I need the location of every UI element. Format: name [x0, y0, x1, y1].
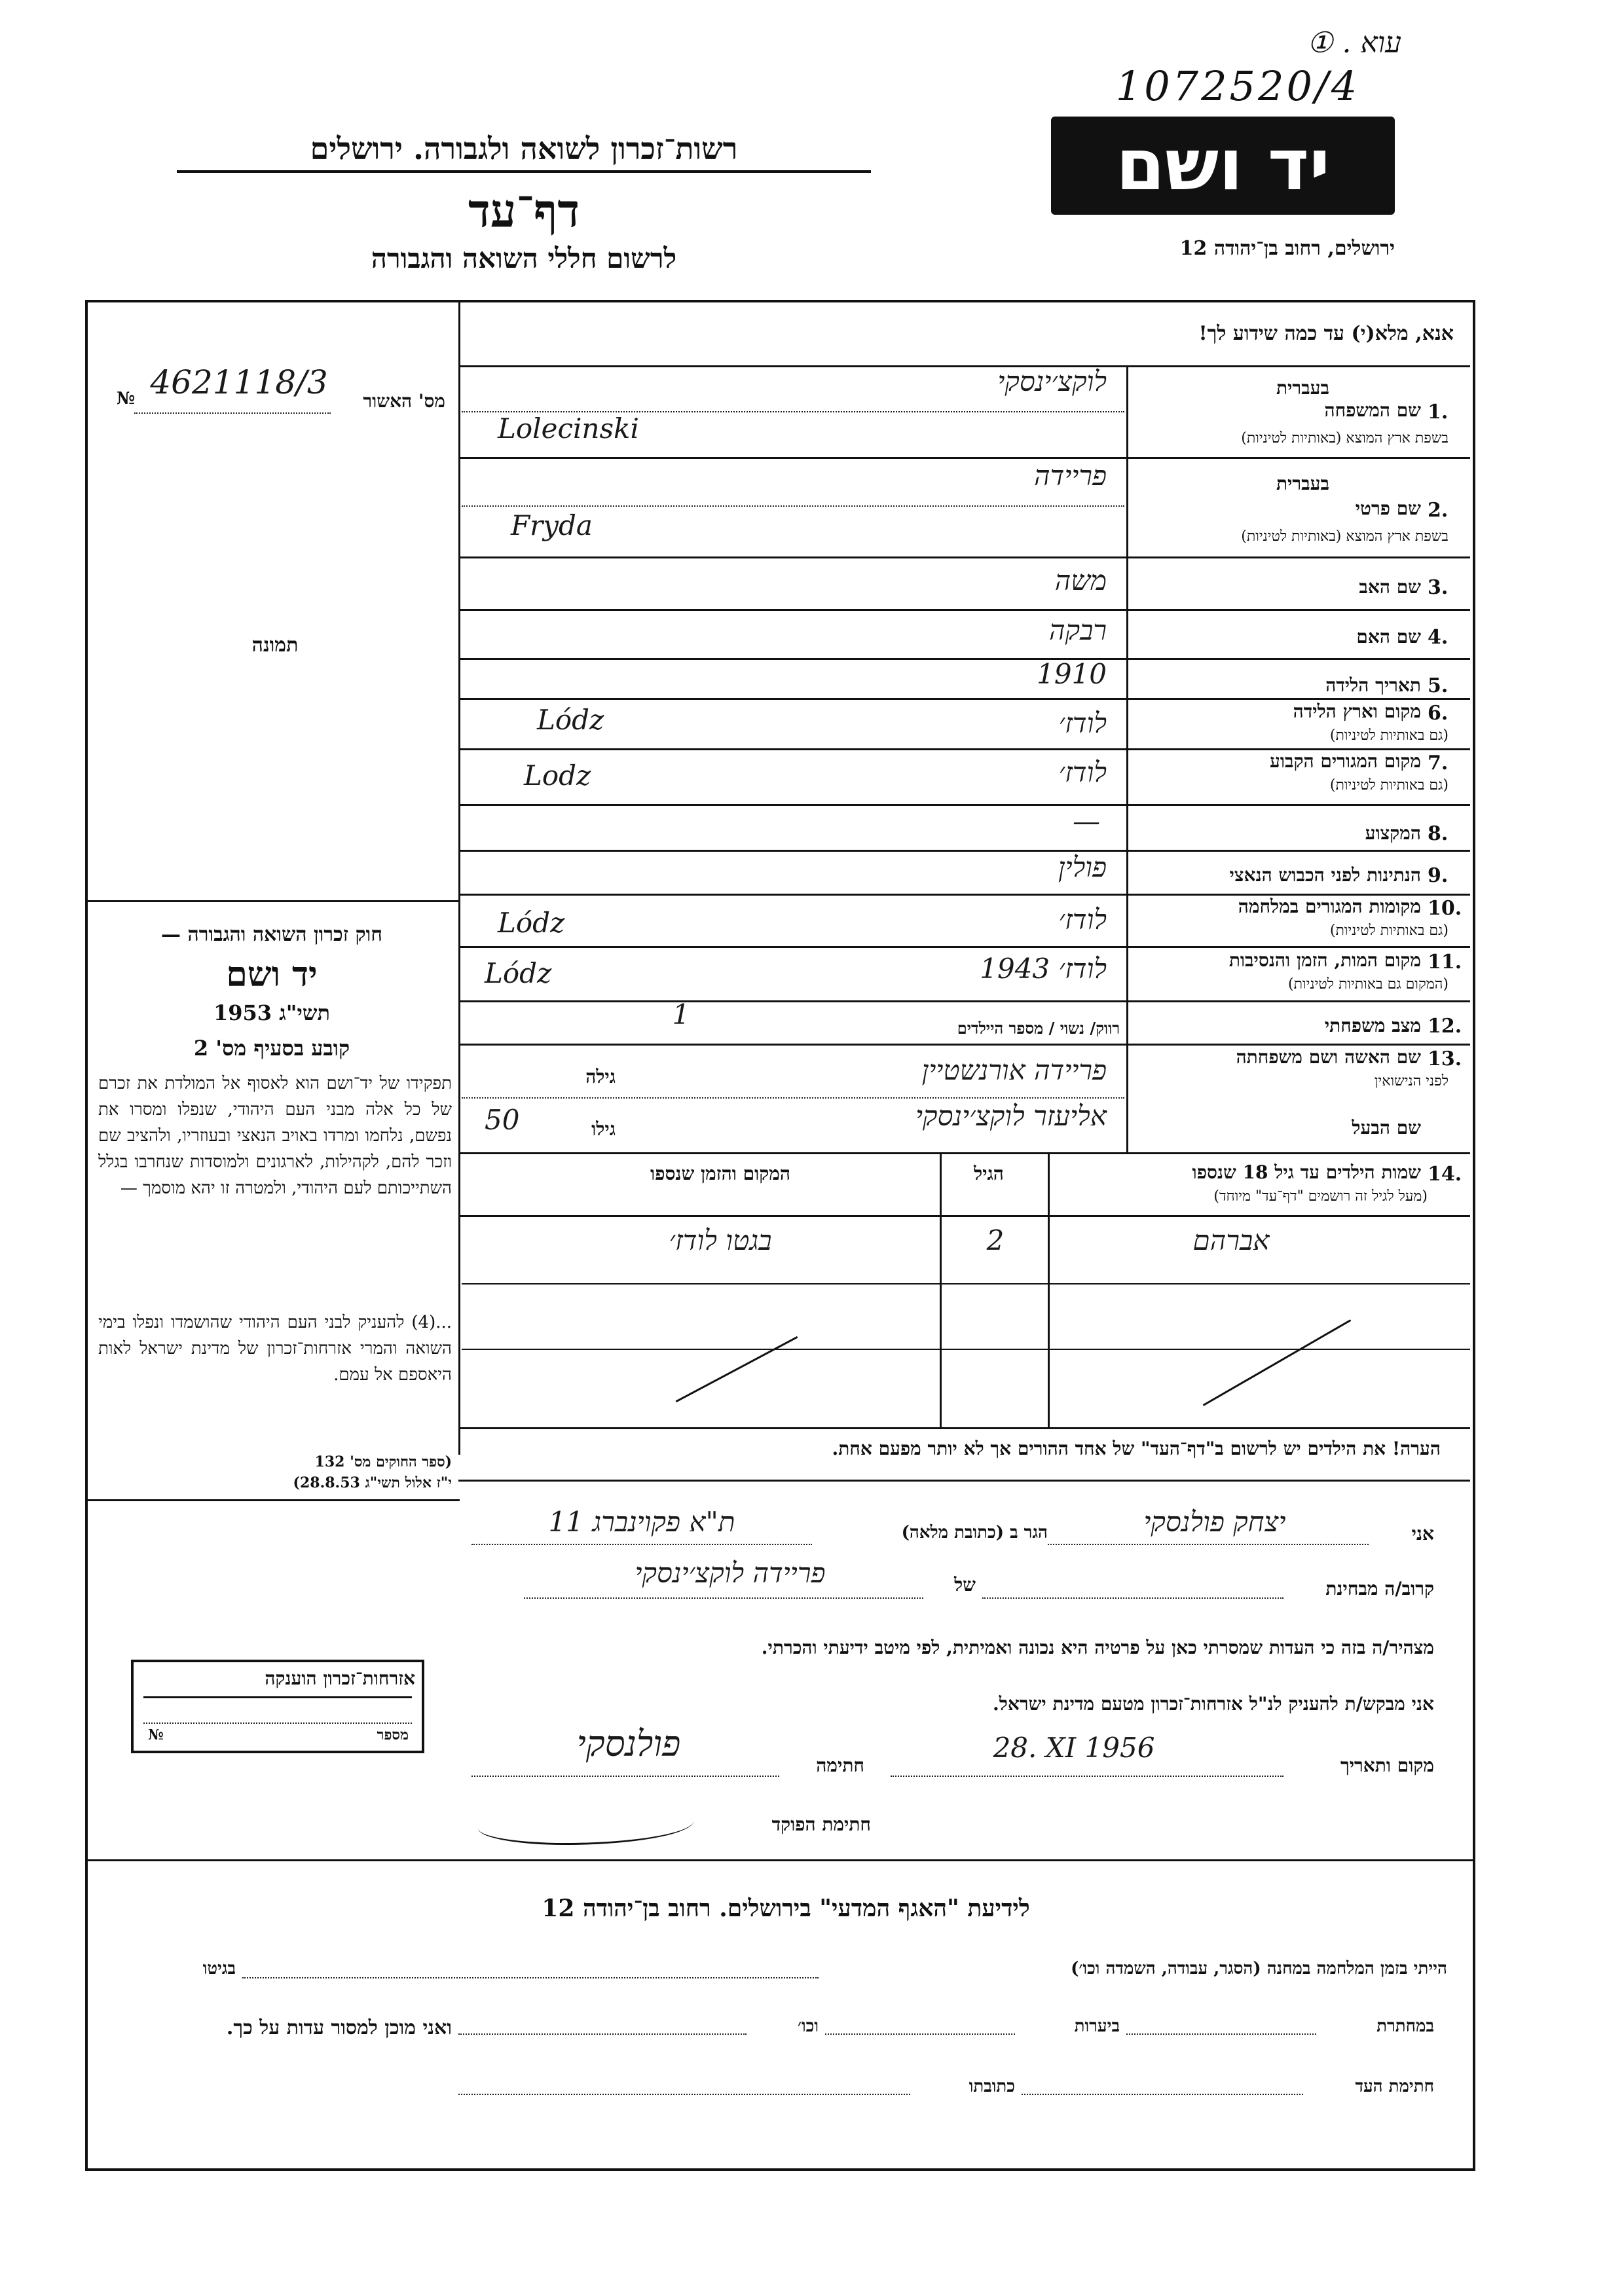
field-6-num: 6. [1428, 702, 1449, 725]
footer-line2-c: וכו׳ [797, 2016, 819, 2036]
field-husband-value: אליעזר לוקצ׳ינסקי [915, 1100, 1107, 1132]
law-text: תפקידו של יד־ושם הוא לאסוף אל המולדת את זכרם של כל אלה מבני העם היהודי, שנפלו ומסרו את נפשם, נלחמו ומרדו באויב הנאצי ובעוזריו, ולהציב שם וזכר להם, לקהילות, לארגונים ולמוסדות שנחרבו בגלל השתייכותם לעם היהודי, ולמטרה זו יהא מוסמך — [98, 1074, 452, 1198]
approval-value: 4621118/3 [150, 363, 328, 401]
field-13-value: פריידה אורנשטיין [921, 1054, 1107, 1086]
field-husband-label: שם הבעל [1352, 1117, 1421, 1139]
approval-label: מס' האשור [363, 390, 445, 412]
child-row-1-age: 2 [986, 1224, 1005, 1256]
field-7-sub: (גם באותיות לטיניות) [1329, 777, 1449, 793]
decl-relative-label: קרוב/ה מבחינת [1325, 1578, 1434, 1599]
field-9-value: פולין [1058, 851, 1107, 883]
law-ref-2: י"ז אלול תשי"ג 28.8.53) [293, 1474, 452, 1491]
field-10-label: מקומות המגורים במלחמה [1238, 896, 1421, 917]
field-11-num: 11. [1428, 951, 1462, 974]
field-6-sub: (גם באותיות לטיניות) [1329, 727, 1449, 744]
field-11-value-latin: Lódz [485, 957, 552, 989]
field-13-age-label: גילה [585, 1066, 616, 1087]
law-text-2: ...(4) להעניק לבני העם היהודי שהושמדו ונפלו בימי השואה והמרי אזרחות־זכרון של מדינת ישראל לאות היאספם אל עמם. [98, 1313, 452, 1385]
field-1-sub: בשפת ארץ המוצא (באותיות לטיניות) [1241, 430, 1449, 446]
instructions: אנא, מלא(י) עד כמה שידוע לך! [1198, 322, 1454, 345]
field-11-sub: (המקום גם באותיות לטיניות) [1288, 976, 1449, 993]
children-title: שמות הילדים עד גיל 18 שנספו [1192, 1161, 1421, 1183]
child-row-1-place: בגטו לודז׳ [669, 1224, 772, 1256]
field-10-value-hebrew: לודז׳ [1058, 903, 1107, 936]
field-8-label: המקצוע [1365, 822, 1421, 844]
field-13-label: שם האשה ושם משפחתה [1236, 1046, 1421, 1068]
field-9-label: הנתינות לפני הכבוש הנאצי [1229, 864, 1421, 886]
field-13-num: 13. [1428, 1048, 1462, 1070]
field-12-label: מצב משפחתי [1324, 1015, 1421, 1036]
citizenship-box-no: № [148, 1726, 164, 1743]
decl-of-label: של [954, 1574, 976, 1595]
decl-statement: מצהיר/ה בזה כי העדות שמסרתי כאן על פרטיה היא נכונה ואמיתית, לפי מיטב ידיעתי והכרתי. [761, 1637, 1434, 1658]
field-5-num: 5. [1428, 674, 1449, 697]
footer-line2-b: ביערות [1074, 2016, 1120, 2036]
decl-i-label: אני [1411, 1523, 1434, 1544]
field-2-value-hebrew: פריידה [1034, 460, 1107, 492]
field-7-label: מקום המגורים הקבוע [1270, 750, 1421, 772]
law-clause: קובע בסעיף מס' 2 [193, 1036, 350, 1061]
decl-date: 28. XI 1956 [993, 1732, 1155, 1764]
decl-officer-label: חתימת הפוקד [771, 1813, 871, 1835]
footer-heading: לידיעת "האגף המדעי" בירושלים. רחוב בן־יהודה 12 [542, 1895, 1030, 1922]
footer-line3-b: כתובתו [969, 2077, 1015, 2096]
law-ref: (ספר החוקים מס' 132 [314, 1453, 452, 1470]
field-12-sub: רווק/ נשוי / מספר היילדים [957, 1019, 1120, 1038]
field-10-value-latin: Lódz [498, 907, 565, 939]
decl-address: ת"א פקוינברג 11 [548, 1506, 735, 1538]
children-col-age: הגיל [974, 1163, 1004, 1184]
field-2-lang-label: בעברית [1276, 473, 1329, 494]
field-7-value-hebrew: לודז׳ [1058, 756, 1107, 788]
field-husband-age-label: גילו [591, 1118, 616, 1140]
field-4-num: 4. [1428, 626, 1449, 649]
photo-label: תמונה [251, 634, 299, 657]
field-3-num: 3. [1428, 576, 1449, 599]
decl-signature-label: חתימה [816, 1755, 864, 1776]
field-husband-age: 50 [485, 1104, 520, 1136]
law-year-hebrew: תשי"ג [279, 1000, 330, 1025]
approval-no-mark: № [117, 389, 136, 409]
footer-line1-end: בגיטו [202, 1959, 236, 1978]
field-3-label: שם האב [1359, 576, 1421, 598]
child-row-1-name: אברהם [1192, 1224, 1270, 1256]
citizenship-box-number-label: מספר [377, 1726, 409, 1743]
decl-relative-of: פריידה לוקצ׳ינסקי [635, 1557, 826, 1589]
law-heading: חוק זכרון השואה והגבורה — [161, 923, 382, 946]
field-7-num: 7. [1428, 752, 1449, 774]
footer-line2-a: במחתרת [1376, 2016, 1434, 2036]
file-code-top: ① . עוא [1307, 26, 1401, 60]
field-1-label: שם המשפחה [1324, 399, 1421, 421]
field-3-value: משה [1054, 564, 1107, 596]
form-subtitle: לרשום חללי השואה והגבורה [371, 242, 677, 274]
children-num: 14. [1428, 1163, 1462, 1186]
footer-line2-d: ואני מוכן למסור עדות על כך. [226, 2016, 452, 2039]
decl-resides-label: הגר ב (כתובת מלאה) [901, 1523, 1048, 1542]
citizenship-box-title: אזרחות־זכרון הוענקה [265, 1667, 415, 1689]
citizenship-box [131, 1660, 424, 1753]
field-6-label: מקום וארץ הלידה [1293, 701, 1421, 722]
field-12-value: 1 [672, 998, 690, 1030]
footer-line1-start: הייתי בזמן המלחמה במחנה (הסגר, עבודה, השמדה וכו׳) [1071, 1959, 1447, 1978]
field-12-num: 12. [1428, 1015, 1462, 1038]
field-2-num: 2. [1428, 499, 1449, 522]
field-10-num: 10. [1428, 897, 1462, 920]
field-1-lang-label: בעברית [1276, 377, 1329, 399]
field-8-num: 8. [1428, 822, 1449, 845]
children-sub: (מעל לגיל זה רושמים "דף־עד" מיוחד) [1213, 1188, 1428, 1205]
logo [1051, 117, 1395, 215]
decl-place-date-label: מקום ותאריך [1340, 1755, 1434, 1776]
field-1-num: 1. [1428, 401, 1449, 424]
field-11-value-hebrew: לודז׳ 1943 [980, 953, 1107, 985]
field-6-value-latin: Lódz [537, 704, 604, 736]
field-5-value: 1910 [1037, 658, 1107, 690]
field-1-value-hebrew: לוקצ׳ינסקי [997, 365, 1107, 397]
decl-name: יצחק פולנסקי [1143, 1506, 1286, 1538]
field-10-sub: (גם באותיות לטיניות) [1329, 922, 1449, 939]
footer-line3-a: חתימת העד [1355, 2077, 1434, 2096]
logo-text: יד ושם [1115, 124, 1331, 206]
field-4-label: שם האם [1356, 626, 1421, 647]
field-8-value: — [1073, 805, 1100, 837]
law-year: 1953 [213, 1000, 272, 1025]
law-year-row [98, 1000, 445, 1025]
decl-request: אני מבקש/ת להעניק לנ"ל אזרחות־זכרון מטעם מדינת ישראל. [992, 1693, 1434, 1715]
field-7-value-latin: Lodz [524, 759, 591, 792]
field-2-sub: בשפת ארץ המוצא (באותיות לטיניות) [1241, 528, 1449, 545]
field-2-value-latin: Fryda [511, 509, 593, 541]
field-4-value: רבקה [1049, 614, 1107, 646]
field-5-label: תאריך הלידה [1325, 674, 1421, 696]
header-address: ירושלים, רחוב בן־יהודה 12 [1179, 237, 1395, 260]
form-title: דף־עד [468, 183, 580, 238]
law-name: יד ושם [226, 955, 318, 994]
authority-name: רשות־זכרון לשואה ולגבורה. ירושלים [177, 131, 871, 173]
field-6-value-hebrew: לודז׳ [1058, 707, 1107, 739]
field-2-label: שם פרטי [1355, 498, 1421, 519]
note: הערה! את הילדים יש לרשום ב"דף־העד" של אחד ההורים אך לא יותר מפעם אחת. [832, 1438, 1441, 1459]
decl-signature: פולנסקי [576, 1723, 681, 1764]
field-1-value-latin: Lolecinski [498, 412, 639, 445]
field-13-sub: לפני הנישואין [1374, 1073, 1449, 1089]
file-number: 1072520/4 [1115, 62, 1360, 110]
field-9-num: 9. [1428, 864, 1449, 887]
children-col-place: המקום והזמן שנספו [650, 1163, 790, 1184]
field-11-label: מקום המות, הזמן והנסיבות [1228, 949, 1421, 971]
